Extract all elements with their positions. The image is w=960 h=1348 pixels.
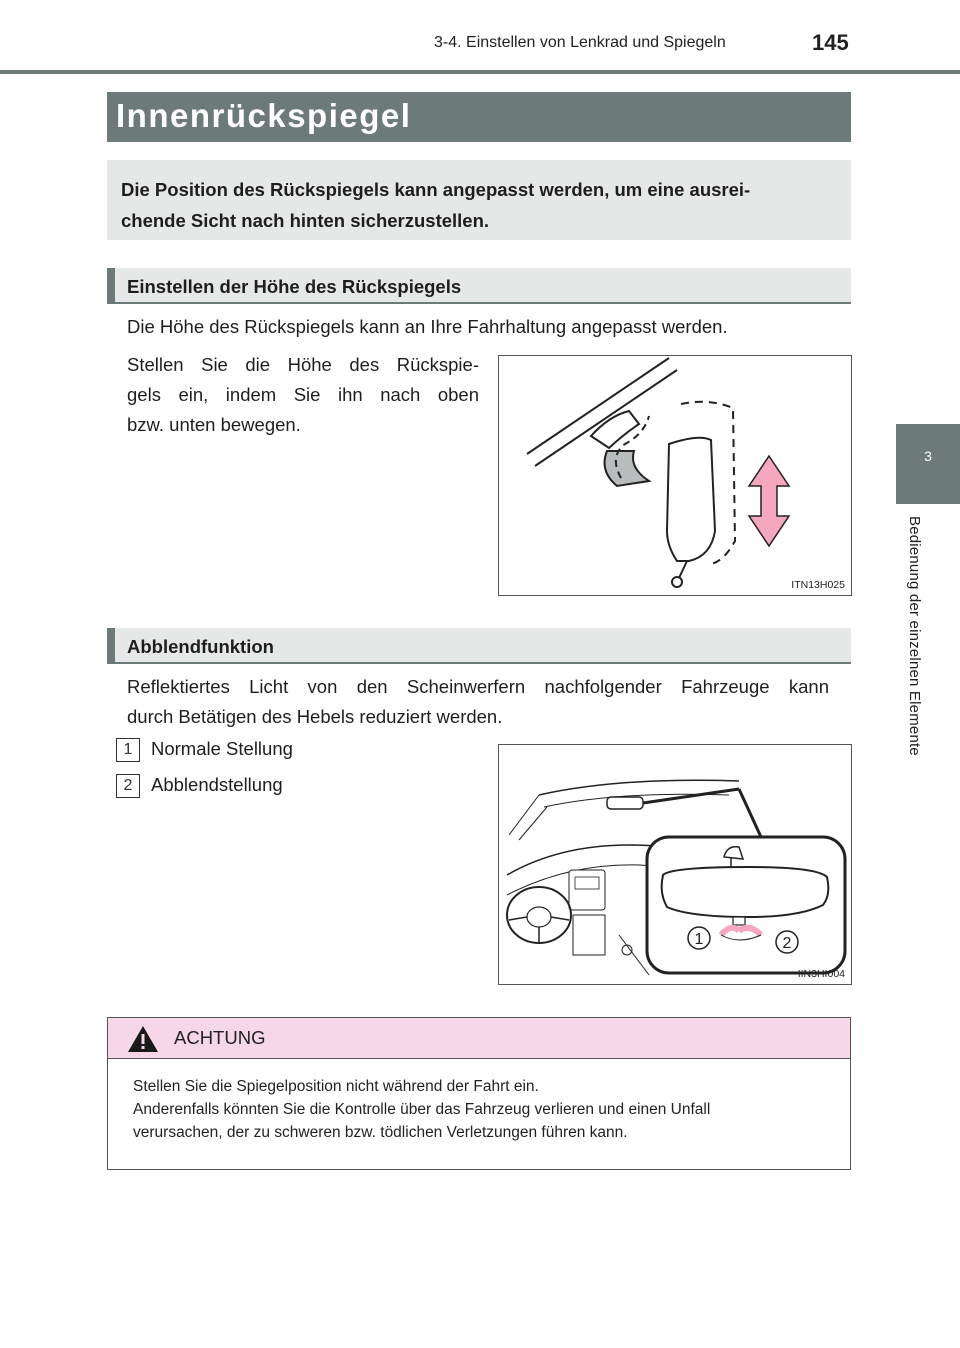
dimming-line: Reflektiertes Licht von den Scheinwerfern nachfolgender Fahrzeuge kann	[127, 676, 829, 697]
running-header-section: 3-4. Einstellen von Lenkrad und Spiegeln	[434, 34, 726, 51]
instruction-line: bzw. unten bewegen.	[127, 414, 301, 435]
caution-line: verursachen, der zu schweren bzw. tödlichen Verletzungen führen kann.	[133, 1124, 628, 1141]
intro-line: Die Position des Rückspiegels kann angepasst werden, um eine ausrei-	[121, 179, 751, 200]
section-title-dimming: Abblendfunktion	[127, 636, 274, 657]
warning-icon	[126, 1024, 160, 1054]
height-instruction	[127, 350, 479, 440]
caution-text	[133, 1075, 833, 1144]
figure-label-2: 2	[782, 935, 792, 952]
intro-text	[121, 174, 841, 236]
height-text: Die Höhe des Rückspiegels kann an Ihre Fahrhaltung angepasst werden.	[127, 316, 728, 337]
mirror-height-drawing	[499, 356, 851, 595]
section-header-marker	[107, 628, 115, 664]
mirror-height-illustration	[498, 355, 852, 596]
instruction-line: Stellen Sie die Höhe des Rückspie-	[127, 354, 479, 375]
instruction-line: gels ein, indem Sie ihn nach oben	[127, 384, 479, 405]
item-label: Abblendstellung	[151, 774, 283, 795]
caution-label: ACHTUNG	[174, 1027, 266, 1048]
figure-code: IIN3HI004	[797, 968, 845, 980]
chapter-title: Bedienung der einzelnen Elemente	[906, 516, 923, 756]
dashboard-drawing	[499, 745, 851, 984]
chapter-number: 3	[924, 448, 932, 464]
caution-line: Stellen Sie die Spiegelposition nicht während der Fahrt ein.	[133, 1078, 539, 1095]
page-title: Innenrückspiegel	[116, 97, 412, 134]
figure-label-1: 1	[694, 931, 704, 948]
dimming-illustration	[498, 744, 852, 985]
dimming-text	[127, 672, 829, 732]
item-number-box: 2	[116, 774, 140, 798]
header-rule	[0, 70, 960, 74]
item-label: Normale Stellung	[151, 738, 293, 759]
page-number: 145	[812, 30, 849, 55]
section-title-height: Einstellen der Höhe des Rückspiegels	[127, 276, 462, 297]
item-number-box: 1	[116, 738, 140, 762]
caution-line: Anderenfalls könnten Sie die Kontrolle über das Fahrzeug verlieren und einen Unfall	[133, 1101, 711, 1118]
dimming-line: durch Betätigen des Hebels reduziert werden.	[127, 706, 503, 727]
figure-code: ITN13H025	[791, 579, 845, 591]
intro-line: chende Sicht nach hinten sicherzustellen.	[121, 210, 490, 231]
chapter-tab	[896, 424, 960, 504]
section-header-marker	[107, 268, 115, 304]
